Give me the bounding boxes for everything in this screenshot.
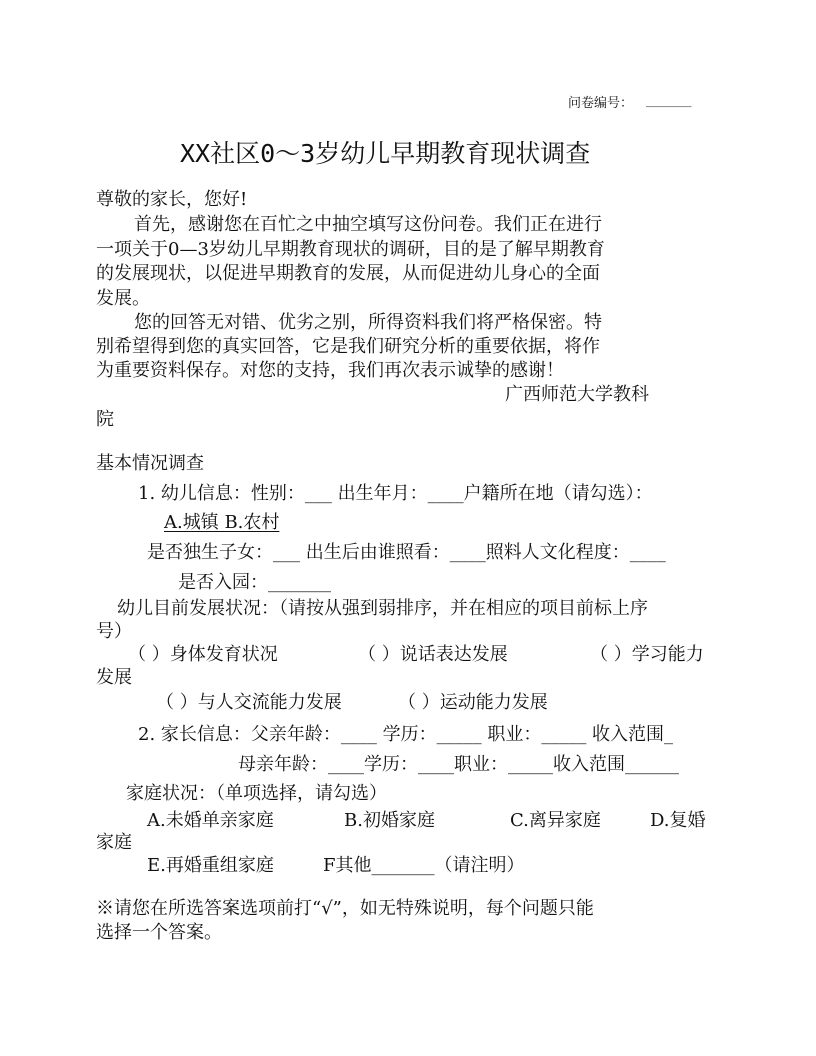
intro-paragraph-line: 您的回答无对错、优劣之别，所得资料我们将严格保密。特 — [134, 312, 602, 333]
residence-options: A.城镇 B.农村 — [164, 512, 280, 533]
family-option-d: D.复婚 — [650, 810, 706, 831]
intro-paragraph-line: 为重要资料保存。对您的支持，我们再次表示诚挚的感谢！ — [96, 360, 564, 381]
questionnaire-number-blank: _______ — [646, 93, 692, 108]
family-status-question: 家庭状况：（单项选择，请勾选） — [126, 783, 387, 804]
development-option: （ ）运动能力发展 — [398, 692, 548, 713]
instruction-note: ※请您在所选答案选项前打“√”，如无特殊说明，每个问题只能 — [96, 898, 594, 919]
development-option: （ ）学习能力 — [590, 644, 704, 665]
family-option-a: A.未婚单亲家庭 — [147, 810, 274, 831]
greeting: 尊敬的家长，您好! — [96, 189, 248, 210]
development-option-cont: 发展 — [96, 667, 132, 688]
development-option: （ ）与人交流能力发展 — [156, 692, 342, 713]
child-info-line: 1. 幼儿信息：性别：___ 出生年月：____户籍所在地（请勾选）： — [138, 483, 653, 504]
family-option-c: C.离异家庭 — [510, 810, 601, 831]
family-option-e: E.再婚重组家庭 — [147, 855, 274, 876]
intro-paragraph-line: 一项关于0—3岁幼儿早期教育现状的调研，目的是了解早期教育 — [96, 239, 605, 260]
signature-institution-cont: 院 — [96, 409, 114, 430]
intro-paragraph-line: 发展。 — [96, 288, 150, 309]
family-option-b: B.初婚家庭 — [344, 810, 435, 831]
development-option: （ ）身体发育状况 — [128, 644, 278, 665]
family-option-d-cont: 家庭 — [96, 832, 132, 853]
intro-paragraph-line: 的发展现状，以促进早期教育的发展，从而促进幼儿身心的全面 — [96, 263, 600, 284]
instruction-note-cont: 选择一个答案。 — [96, 922, 222, 943]
family-option-f: F其他_______（请注明） — [323, 855, 525, 876]
parent-info-line: 母亲年龄：____学历：____职业：_____收入范围______ — [238, 754, 679, 775]
development-question-cont: 号） — [96, 621, 132, 642]
kindergarten-question: 是否入园：_______ — [178, 572, 331, 593]
page-title: XX社区0～3岁幼儿早期教育现状调查 — [180, 139, 591, 168]
intro-paragraph-line: 首先，感谢您在百忙之中抽空填写这份问卷。我们正在进行 — [134, 214, 602, 235]
questionnaire-number-label: 问卷编号： — [568, 96, 634, 111]
development-question: 幼儿目前发展状况：（请按从强到弱排序，并在相应的项目前标上序 — [117, 598, 648, 619]
parent-info-line: 2. 家长信息：父亲年龄：____ 学历：_____ 职业：_____ 收入范围_ — [138, 724, 674, 745]
section-heading-basic: 基本情况调查 — [96, 453, 204, 474]
child-info-line: 是否独生子女：___ 出生后由谁照看：____照料人文化程度：____ — [147, 542, 666, 563]
intro-paragraph-line: 别希望得到您的真实回答，它是我们研究分析的重要依据，将作 — [96, 336, 600, 357]
development-option: （ ）说话表达发展 — [358, 644, 508, 665]
signature-institution: 广西师范大学教科 — [505, 384, 649, 405]
